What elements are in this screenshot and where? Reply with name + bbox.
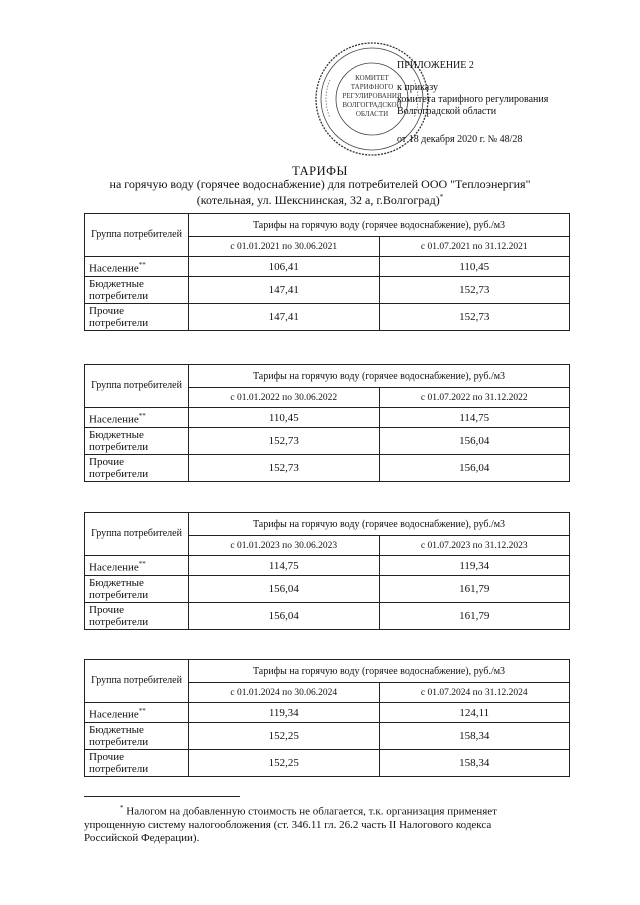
value-cell: 152,73 bbox=[379, 304, 570, 331]
table-row bbox=[85, 428, 570, 455]
value-cell: 147,41 bbox=[189, 304, 380, 331]
footnote-mark: ** bbox=[138, 411, 146, 420]
annex-line-region: Волгоградской области bbox=[397, 106, 497, 117]
tariff-table bbox=[84, 512, 570, 630]
footnote-mark: * bbox=[439, 193, 444, 201]
value-cell: 161,79 bbox=[379, 603, 570, 630]
value-cell: 114,75 bbox=[379, 408, 570, 428]
annex-block bbox=[397, 60, 548, 146]
period-cell: с 01.07.2022 по 31.12.2022 bbox=[379, 388, 570, 408]
table-row bbox=[85, 576, 570, 603]
document-title-block bbox=[0, 165, 640, 207]
category-cell bbox=[85, 556, 189, 576]
value-cell: 156,04 bbox=[379, 428, 570, 455]
table-row bbox=[85, 750, 570, 777]
table-row bbox=[85, 455, 570, 482]
category-cell bbox=[85, 408, 189, 428]
value-cell: 152,25 bbox=[189, 723, 380, 750]
footnote-divider bbox=[84, 796, 240, 797]
tariff-table bbox=[84, 659, 570, 777]
category-cell: Бюджетные потребители bbox=[85, 576, 189, 603]
value-cell: 161,79 bbox=[379, 576, 570, 603]
tariff-table bbox=[84, 213, 570, 331]
category-cell: Прочие потребители bbox=[85, 603, 189, 630]
footnote-line-3: Российской Федерации). bbox=[84, 831, 200, 844]
group-header-cell: Группа потребителей bbox=[85, 214, 189, 257]
value-cell: 147,41 bbox=[189, 277, 380, 304]
category-cell bbox=[85, 703, 189, 723]
table-header-row bbox=[85, 660, 570, 683]
category-cell: Бюджетные потребители bbox=[85, 428, 189, 455]
document-address bbox=[0, 191, 640, 207]
footnote-mark: ** bbox=[138, 260, 146, 269]
annex-line-order: к приказу bbox=[397, 82, 438, 93]
category-cell: Бюджетные потребители bbox=[85, 277, 189, 304]
period-cell: с 01.07.2023 по 31.12.2023 bbox=[379, 536, 570, 556]
footnote-line-2: упрощенную систему налогообложения (ст. 346.11 гл. 26.2 часть II Налогового кодекса bbox=[84, 818, 492, 831]
group-header-cell: Группа потребителей bbox=[85, 513, 189, 556]
period-cell: с 01.07.2021 по 31.12.2021 bbox=[379, 237, 570, 257]
value-cell: 114,75 bbox=[189, 556, 380, 576]
value-cell: 152,73 bbox=[189, 455, 380, 482]
footnote-mark: ** bbox=[138, 559, 146, 568]
value-cell: 158,34 bbox=[379, 750, 570, 777]
table-row bbox=[85, 257, 570, 277]
stamp-line: КОМИТЕТ bbox=[355, 74, 389, 82]
footnote bbox=[84, 802, 574, 845]
value-cell: 158,34 bbox=[379, 723, 570, 750]
tariff-header-cell: Тарифы на горячую воду (горячее водоснабжение), руб./м3 bbox=[189, 660, 570, 683]
value-cell: 156,04 bbox=[379, 455, 570, 482]
annex-line-committee: комитета тарифного регулирования bbox=[397, 94, 549, 105]
footnote-text-1: Налогом на добавленную стоимость не облагается, т.к. организация применяет bbox=[126, 805, 497, 818]
tariff-header-cell: Тарифы на горячую воду (горячее водоснабжение), руб./м3 bbox=[189, 365, 570, 388]
address-text: (котельная, ул. Шекснинская, 32 а, г.Волгоград) bbox=[196, 193, 440, 207]
category-label: Население bbox=[89, 262, 139, 275]
category-cell bbox=[85, 257, 189, 277]
value-cell: 152,73 bbox=[379, 277, 570, 304]
tariff-header-cell: Тарифы на горячую воду (горячее водоснабжение), руб./м3 bbox=[189, 214, 570, 237]
table-row bbox=[85, 703, 570, 723]
tariff-table bbox=[84, 364, 570, 482]
value-cell: 152,73 bbox=[189, 428, 380, 455]
stamp-line: ВОЛГОГРАДСКОЙ bbox=[342, 101, 402, 109]
value-cell: 156,04 bbox=[189, 603, 380, 630]
footnote-mark: * bbox=[120, 804, 124, 812]
category-label: Население bbox=[89, 561, 139, 574]
table-row bbox=[85, 277, 570, 304]
table-header-row bbox=[85, 513, 570, 536]
period-cell: с 01.01.2024 по 30.06.2024 bbox=[189, 683, 380, 703]
value-cell: 110,45 bbox=[379, 257, 570, 277]
table-row bbox=[85, 408, 570, 428]
category-cell: Прочие потребители bbox=[85, 304, 189, 331]
footnote-line-1 bbox=[84, 802, 574, 819]
value-cell: 152,25 bbox=[189, 750, 380, 777]
group-header-cell: Группа потребителей bbox=[85, 660, 189, 703]
tariff-header-cell: Тарифы на горячую воду (горячее водоснабжение), руб./м3 bbox=[189, 513, 570, 536]
stamp-line: ТАРИФНОГО bbox=[350, 83, 394, 91]
footnote-mark: ** bbox=[138, 706, 146, 715]
period-cell: с 01.07.2024 по 31.12.2024 bbox=[379, 683, 570, 703]
category-cell: Прочие потребители bbox=[85, 750, 189, 777]
table-row bbox=[85, 723, 570, 750]
category-label: Население bbox=[89, 708, 139, 721]
period-cell: с 01.01.2021 по 30.06.2021 bbox=[189, 237, 380, 257]
table-header-row bbox=[85, 365, 570, 388]
document-title: ТАРИФЫ bbox=[292, 164, 348, 178]
category-label: Население bbox=[89, 413, 139, 426]
period-cell: с 01.01.2022 по 30.06.2022 bbox=[189, 388, 380, 408]
category-cell: Бюджетные потребители bbox=[85, 723, 189, 750]
table-row bbox=[85, 556, 570, 576]
group-header-cell: Группа потребителей bbox=[85, 365, 189, 408]
document-subtitle: на горячую воду (горячее водоснабжение) для потребителей ООО "Теплоэнергия" bbox=[109, 177, 531, 191]
annex-title: ПРИЛОЖЕНИЕ 2 bbox=[397, 60, 474, 71]
table-header-row bbox=[85, 214, 570, 237]
value-cell: 106,41 bbox=[189, 257, 380, 277]
annex-date: от 18 декабря 2020 г. № 48/28 bbox=[397, 134, 523, 145]
value-cell: 119,34 bbox=[379, 556, 570, 576]
table-row bbox=[85, 304, 570, 331]
category-cell: Прочие потребители bbox=[85, 455, 189, 482]
value-cell: 156,04 bbox=[189, 576, 380, 603]
table-row bbox=[85, 603, 570, 630]
value-cell: 119,34 bbox=[189, 703, 380, 723]
period-cell: с 01.01.2023 по 30.06.2023 bbox=[189, 536, 380, 556]
value-cell: 124,11 bbox=[379, 703, 570, 723]
stamp-line: РЕГУЛИРОВАНИЯ bbox=[342, 92, 402, 100]
value-cell: 110,45 bbox=[189, 408, 380, 428]
stamp-line: ОБЛАСТИ bbox=[355, 110, 389, 118]
